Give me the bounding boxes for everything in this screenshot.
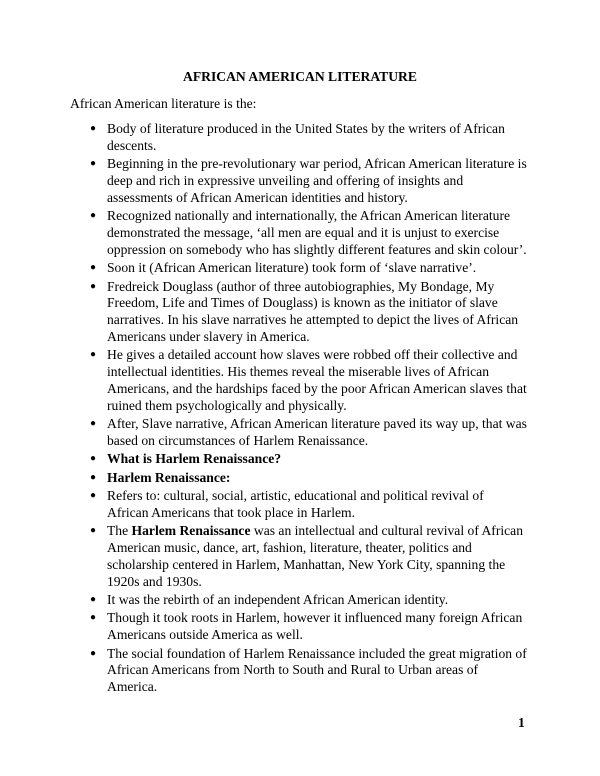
document-title: AFRICAN AMERICAN LITERATURE [183, 69, 417, 84]
list-item-text: Refers to: cultural, social, artistic, educational and political revival of African Americans that took place in Harlem. [107, 488, 484, 520]
list-item-heading [0, 470, 527, 487]
list-item-text-before: The [107, 523, 132, 539]
list-item-text: The social foundation of Harlem Renaissance included the great migration of African Americans from North to South and Rural to Urban areas of America. [107, 645, 527, 695]
list-item [0, 208, 527, 258]
list-item [0, 523, 527, 590]
list-item [0, 646, 527, 696]
page-number: 1 [518, 715, 525, 730]
harlem-renaissance-emphasis: Harlem Renaissance [131, 523, 251, 539]
list-item [0, 592, 527, 609]
list-item [0, 260, 527, 277]
list-item [0, 156, 527, 206]
bullet-icon: ● [90, 647, 97, 659]
list-item-text: It was the rebirth of an independent African American identity. [107, 592, 449, 608]
bullet-icon: ● [90, 594, 97, 606]
list-item-heading [0, 451, 527, 468]
bullet-icon: ● [90, 525, 97, 537]
list-item [0, 488, 527, 522]
bullet-icon: ● [90, 158, 97, 170]
bullet-icon: ● [90, 418, 97, 430]
intro-text: African American literature is the: [70, 96, 257, 111]
list-item-text: Though it took roots in Harlem, however it influenced many foreign African Americans outside America as well. [107, 610, 523, 643]
list-item [0, 610, 527, 644]
list-item [0, 121, 527, 155]
bullet-icon: ● [90, 349, 97, 361]
bullet-icon: ● [90, 612, 97, 624]
list-item-text: Beginning in the pre-revolutionary war period, African American literature is deep and rich in expressive unveiling and offering of insights and assessments of African American identities and history. [107, 156, 527, 205]
list-item-text: Fredreick Douglass (author of three autobiographies, My Bondage, My Freedom, Life and Times of Douglass) is known as the initiator of slave narratives. In his slave narratives he attempted to depict the lives of African Americans under slavery in America. [107, 278, 519, 344]
bullet-icon: ● [90, 471, 97, 483]
bullet-icon: ● [90, 280, 97, 292]
bullet-icon: ● [90, 453, 97, 465]
bullet-icon: ● [90, 262, 97, 274]
list-item-text: What is Harlem Renaissance? [107, 451, 282, 467]
list-item-text: Body of literature produced in the United States by the writers of African descents. [107, 121, 505, 153]
bullet-list [0, 121, 600, 698]
list-item-text: After, Slave narrative, African American literature paved its way up, that was based on circumstances of Harlem Renaissance. [107, 416, 527, 448]
list-item-text: Harlem Renaissance: [107, 469, 231, 485]
list-item-text: Recognized nationally and internationally, the African American literature demonstrated the message, ‘all men are equal and it is unjust to exercise oppression on somebody who has slightly different features and skin colour’. [107, 208, 527, 257]
list-item [0, 347, 527, 414]
bullet-icon: ● [90, 490, 97, 502]
bullet-icon: ● [90, 123, 97, 134]
bullet-icon: ● [90, 210, 97, 222]
list-item-text: He gives a detailed account how slaves were robbed off their collective and intellectual identities. His themes reveal the miserable lives of African Americans, and the hardships faced by the poor African American slaves that ruined them psychologically and physically. [107, 347, 527, 413]
list-item-text-after: was an intellectual and cultural revival of African American music, dance, art, fashion, literature, theater, politics and scholarship centered in Harlem, Manhattan, New York City, spanning the 1920s and 1930s. [107, 523, 524, 589]
list-item [0, 416, 527, 450]
list-item [0, 279, 527, 346]
list-item-text: Soon it (African American literature) took form of ‘slave narrative’. [107, 260, 477, 276]
